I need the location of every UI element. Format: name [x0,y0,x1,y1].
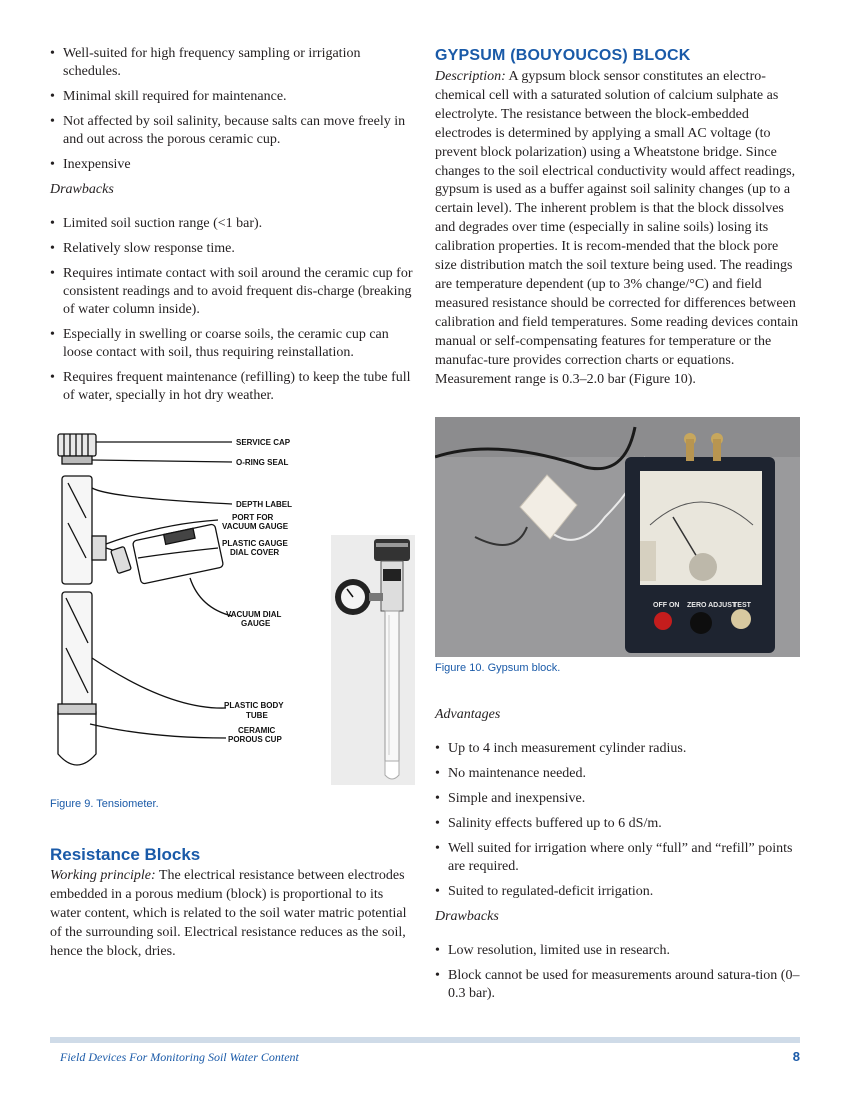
list-item: • Requires frequent maintenance (refilling) to keep the tube full of water, specially in hot dry weather. [50,369,415,405]
label-depth: DEPTH LABEL [236,500,292,509]
resistance-paragraph [50,867,415,962]
advantages-list-continued [50,45,415,174]
label-oring-seal: O-RING SEAL [236,458,289,467]
left-column [50,45,415,412]
meter-zero-adjust: ZERO ADJUST [687,602,737,609]
figure9-caption: Figure 9. Tensiometer. [50,798,159,810]
list-item: • Suited to regulated-deficit irrigation. [435,883,800,901]
label-dial-cover-2: DIAL COVER [230,548,280,557]
label-body-tube-1: PLASTIC BODY [224,701,284,710]
tensiometer-diagram [50,428,310,778]
label-port-1: PORT FOR [232,513,274,522]
list-item: • Inexpensive [50,156,415,174]
gypsum-drawbacks-heading: Drawbacks [435,909,499,924]
list-item: • Low resolution, limited use in research. [435,942,800,960]
label-cup-1: CERAMIC [238,726,276,735]
meter-off-on: OFF ON [653,602,680,609]
gypsum-advantages-list [435,740,800,901]
list-item: • Not affected by soil salinity, because salts can move freely in and out across the porous ceramic cup. [50,113,415,149]
list-item: • Relatively slow response time. [50,240,415,258]
page-number: 8 [792,1049,800,1064]
list-item: • Well suited for irrigation where only “full” and “refill” points are required. [435,840,800,876]
resistance-section [50,845,415,962]
gypsum-description [435,68,800,389]
resistance-body: The electrical resistance between electrodes embedded in a porous medium (block) is proportional to its water content, which is related to the soil water matric potential of the surrounding soil. Electrical resistance reduces as the soil, hence the block, dries. [50,868,407,959]
label-vacuum-dial-2: GAUGE [241,619,271,628]
label-vacuum-dial-1: VACUUM DIAL [226,610,282,619]
drawbacks-heading: Drawbacks [50,182,114,197]
resistance-heading: Resistance Blocks [50,845,201,864]
list-item: • Minimal skill required for maintenance. [50,88,415,106]
footer-title: Field Devices For Monitoring Soil Water Content [60,1050,299,1064]
gypsum-pros-cons [435,706,800,1010]
gypsum-block-photo [435,417,800,657]
advantages-heading: Advantages [435,707,501,722]
description-body: A gypsum block sensor constitutes an electro-chemical cell with a saturated solution of calcium sulphate as electrolyte. The resistance between the block-embedded electrodes is determined by applying a small AC voltage (to prevent block polarization) using a Wheatstone bridge. Since changes to the soil electrical conductivity would affect readings, gypsum is used as a buffer against soil salinity changes (up to a certain level). The inherent problem is that the block dissolves and degrades over time (especially in saline soils) losing its calibration properties. It is recom-mended that the block pore size distribution match the soil texture being used. The readings are temperature dependent (up to 3% change/°C) and field measured resistance should be corrected for differences between calibration and field temperatures. Some reading devices contain manual or self-compensating features for temperature or the manufac-ture provides correction charts or equations. Measurement range is 0.3–2.0 bar (Figure 10). [435,69,799,387]
description-lead: Description: [435,69,506,84]
label-service-cap: SERVICE CAP [236,438,291,447]
label-dial-cover-1: PLASTIC GAUGE [222,539,288,548]
list-item: • Requires intimate contact with soil around the ceramic cup for consistent readings and to avoid frequent dis-charge (breaking of water column inside). [50,265,415,319]
gypsum-heading: GYPSUM (BOUYOUCOS) BLOCK [435,47,691,64]
label-cup-2: POROUS CUP [228,735,282,744]
footer-rule [50,1037,800,1043]
list-item: • Simple and inexpensive. [435,790,800,808]
meter-test: TEST [733,602,751,609]
list-item: • Especially in swelling or coarse soils, the ceramic cup can loose contact with soil, thus requiring reinstallation. [50,326,415,362]
list-item: • No maintenance needed. [435,765,800,783]
list-item: • Up to 4 inch measurement cylinder radius. [435,740,800,758]
figure10-caption: Figure 10. Gypsum block. [435,662,561,674]
working-principle-lead: Working principle: [50,868,156,883]
drawbacks-list [50,215,415,405]
list-item: • Block cannot be used for measurements around satura-tion (0–0.3 bar). [435,967,800,1003]
gypsum-drawbacks-list [435,942,800,1003]
right-column [435,45,800,389]
list-item: • Salinity effects buffered up to 6 dS/m. [435,815,800,833]
label-body-tube-2: TUBE [246,711,268,720]
tensiometer-photo [331,535,415,785]
list-item: • Limited soil suction range (<1 bar). [50,215,415,233]
list-item: • Well-suited for high frequency sampling or irrigation schedules. [50,45,415,81]
label-port-2: VACUUM GAUGE [222,522,289,531]
